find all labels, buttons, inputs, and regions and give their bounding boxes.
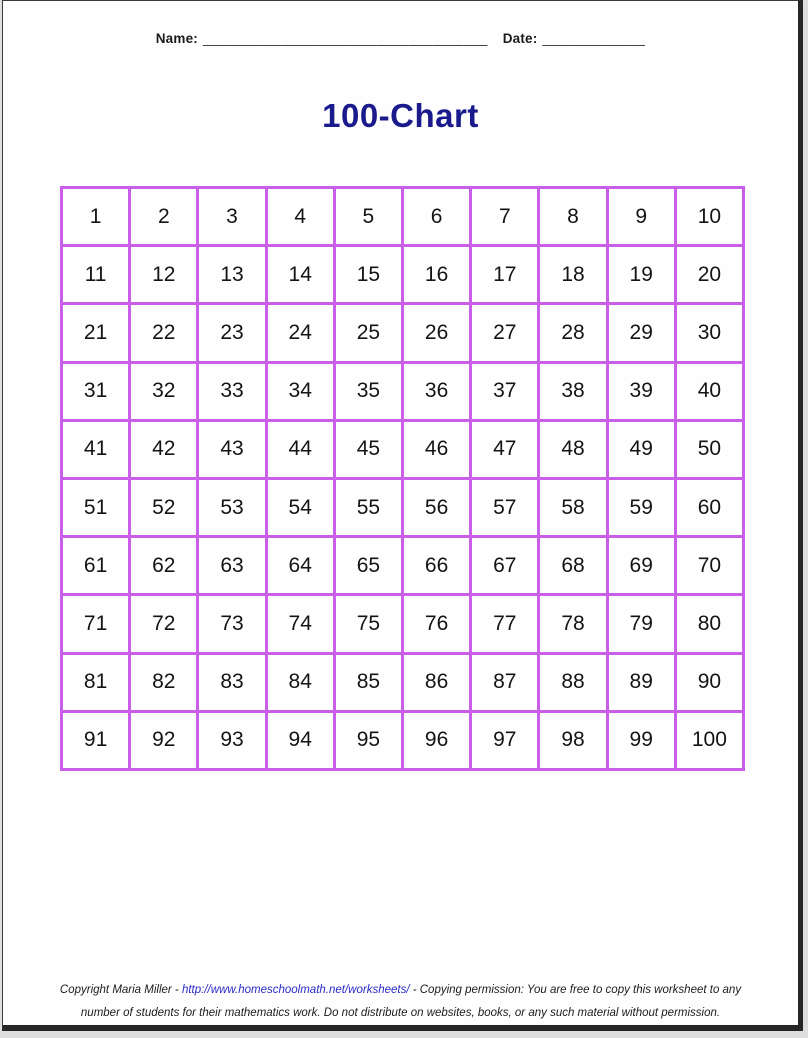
grid-cell-47: 47 <box>472 422 537 477</box>
grid-cell-58: 58 <box>540 480 605 535</box>
grid-cell-75: 75 <box>336 596 401 651</box>
grid-cell-36: 36 <box>404 364 469 419</box>
worksheet-page <box>2 0 803 1031</box>
grid-cell-33: 33 <box>199 364 264 419</box>
grid-cell-56: 56 <box>404 480 469 535</box>
grid-cell-62: 62 <box>131 538 196 593</box>
grid-cell-6: 6 <box>404 189 469 244</box>
grid-cell-10: 10 <box>677 189 742 244</box>
grid-cell-43: 43 <box>199 422 264 477</box>
grid-cell-8: 8 <box>540 189 605 244</box>
grid-cell-45: 45 <box>336 422 401 477</box>
grid-cell-3: 3 <box>199 189 264 244</box>
grid-cell-91: 91 <box>63 713 128 768</box>
grid-cell-16: 16 <box>404 247 469 302</box>
grid-cell-46: 46 <box>404 422 469 477</box>
grid-cell-71: 71 <box>63 596 128 651</box>
grid-cell-31: 31 <box>63 364 128 419</box>
grid-cell-61: 61 <box>63 538 128 593</box>
grid-cell-74: 74 <box>268 596 333 651</box>
grid-cell-95: 95 <box>336 713 401 768</box>
grid-cell-98: 98 <box>540 713 605 768</box>
grid-cell-37: 37 <box>472 364 537 419</box>
grid-cell-20: 20 <box>677 247 742 302</box>
grid-cell-64: 64 <box>268 538 333 593</box>
grid-cell-60: 60 <box>677 480 742 535</box>
grid-cell-94: 94 <box>268 713 333 768</box>
grid-cell-21: 21 <box>63 305 128 360</box>
grid-cell-84: 84 <box>268 655 333 710</box>
grid-cell-28: 28 <box>540 305 605 360</box>
grid-cell-76: 76 <box>404 596 469 651</box>
hundred-chart-grid <box>60 186 745 771</box>
grid-cell-23: 23 <box>199 305 264 360</box>
grid-cell-83: 83 <box>199 655 264 710</box>
grid-cell-22: 22 <box>131 305 196 360</box>
grid-cell-24: 24 <box>268 305 333 360</box>
name-blank-line: ____________________________________ <box>202 31 488 46</box>
grid-cell-51: 51 <box>63 480 128 535</box>
grid-cell-11: 11 <box>63 247 128 302</box>
copyright-line2: number of students for their mathematics work. Do not distribute on websites, books, or any such material without permission. <box>80 1006 721 1019</box>
name-date-header <box>3 31 798 46</box>
grid-cell-78: 78 <box>540 596 605 651</box>
grid-cell-44: 44 <box>268 422 333 477</box>
grid-cell-19: 19 <box>609 247 674 302</box>
grid-cell-32: 32 <box>131 364 196 419</box>
grid-cell-34: 34 <box>268 364 333 419</box>
date-label: Date: <box>502 31 538 46</box>
grid-cell-100: 100 <box>677 713 742 768</box>
grid-cell-40: 40 <box>677 364 742 419</box>
grid-cell-97: 97 <box>472 713 537 768</box>
grid-cell-5: 5 <box>336 189 401 244</box>
grid-cell-38: 38 <box>540 364 605 419</box>
grid-cell-68: 68 <box>540 538 605 593</box>
grid-cell-57: 57 <box>472 480 537 535</box>
grid-cell-48: 48 <box>540 422 605 477</box>
grid-cell-35: 35 <box>336 364 401 419</box>
homeschoolmath-link[interactable]: http://www.homeschoolmath.net/worksheets/ <box>181 984 410 996</box>
grid-cell-49: 49 <box>609 422 674 477</box>
grid-cell-93: 93 <box>199 713 264 768</box>
grid-cell-50: 50 <box>677 422 742 477</box>
grid-cell-59: 59 <box>609 480 674 535</box>
grid-cell-81: 81 <box>63 655 128 710</box>
grid-cell-9: 9 <box>609 189 674 244</box>
grid-cell-82: 82 <box>131 655 196 710</box>
grid-cell-72: 72 <box>131 596 196 651</box>
grid-cell-13: 13 <box>199 247 264 302</box>
grid-cell-54: 54 <box>268 480 333 535</box>
grid-cell-14: 14 <box>268 247 333 302</box>
grid-cell-25: 25 <box>336 305 401 360</box>
grid-cell-86: 86 <box>404 655 469 710</box>
grid-cell-52: 52 <box>131 480 196 535</box>
grid-cell-41: 41 <box>63 422 128 477</box>
grid-cell-80: 80 <box>677 596 742 651</box>
grid-cell-90: 90 <box>677 655 742 710</box>
grid-cell-4: 4 <box>268 189 333 244</box>
grid-cell-87: 87 <box>472 655 537 710</box>
grid-cell-42: 42 <box>131 422 196 477</box>
name-label: Name: <box>155 31 198 46</box>
grid-cell-17: 17 <box>472 247 537 302</box>
grid-cell-12: 12 <box>131 247 196 302</box>
grid-cell-2: 2 <box>131 189 196 244</box>
page-title: 100-Chart <box>322 97 479 134</box>
grid-cell-29: 29 <box>609 305 674 360</box>
grid-cell-63: 63 <box>199 538 264 593</box>
grid-cell-18: 18 <box>540 247 605 302</box>
copyright-line1 <box>3 979 798 1002</box>
grid-cell-30: 30 <box>677 305 742 360</box>
grid-cell-77: 77 <box>472 596 537 651</box>
copyright-footer <box>3 979 798 1024</box>
grid-cell-73: 73 <box>199 596 264 651</box>
grid-cell-69: 69 <box>609 538 674 593</box>
grid-cell-89: 89 <box>609 655 674 710</box>
grid-cell-7: 7 <box>472 189 537 244</box>
grid-cell-85: 85 <box>336 655 401 710</box>
grid-cell-27: 27 <box>472 305 537 360</box>
grid-cell-55: 55 <box>336 480 401 535</box>
grid-cell-88: 88 <box>540 655 605 710</box>
grid-cell-99: 99 <box>609 713 674 768</box>
grid-cell-67: 67 <box>472 538 537 593</box>
grid-cell-39: 39 <box>609 364 674 419</box>
grid-cell-65: 65 <box>336 538 401 593</box>
grid-cell-70: 70 <box>677 538 742 593</box>
grid-cell-15: 15 <box>336 247 401 302</box>
date-blank-line: _____________ <box>542 31 646 46</box>
grid-cell-66: 66 <box>404 538 469 593</box>
grid-cell-1: 1 <box>63 189 128 244</box>
copyright-text-before: Copyright Maria Miller - <box>59 984 182 996</box>
grid-cell-26: 26 <box>404 305 469 360</box>
grid-cell-96: 96 <box>404 713 469 768</box>
grid-cell-53: 53 <box>199 480 264 535</box>
copyright-text-after: - Copying permission: You are free to copy this worksheet to any <box>409 984 742 996</box>
grid-cell-92: 92 <box>131 713 196 768</box>
grid-cell-79: 79 <box>609 596 674 651</box>
